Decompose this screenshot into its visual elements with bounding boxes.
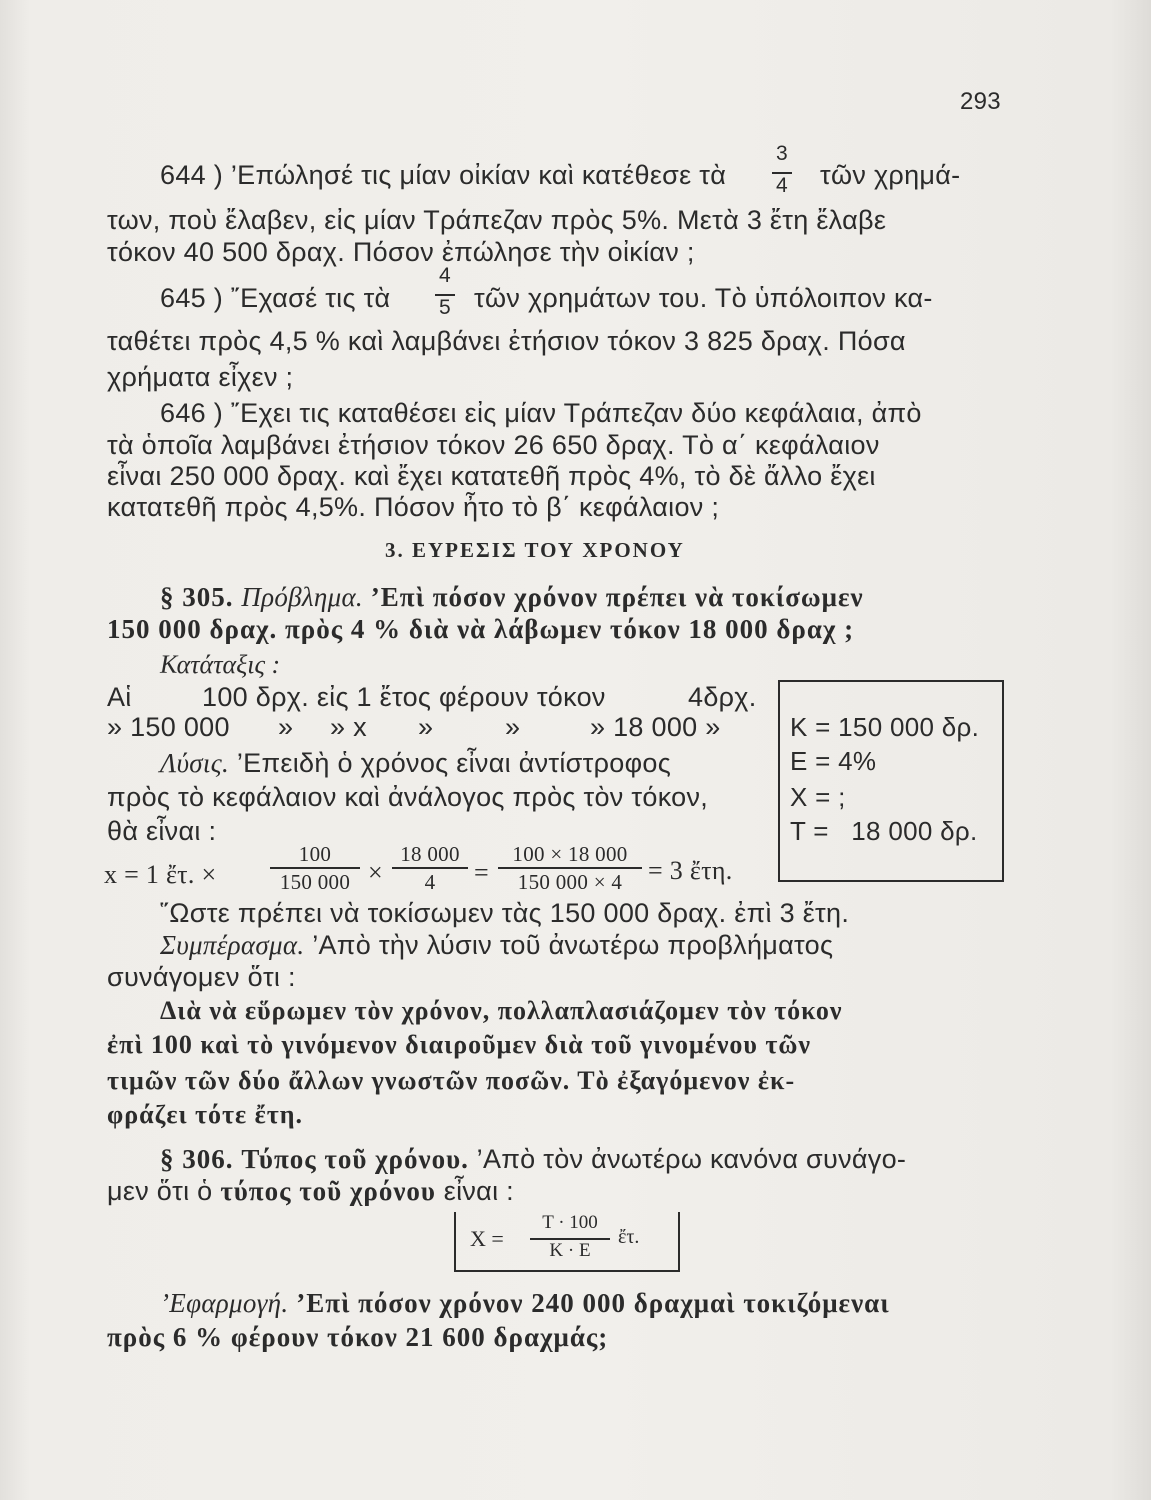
application-line2: πρὸς 6 % φέρουν τόκον 21 600 δραχμάς; [107,1322,609,1352]
section-heading: 3. ΕΥΡΕΣΙΣ ΤΟΥ ΧΡΟΝΟΥ [385,538,685,562]
ex645-text-b: τῶν χρημάτων του. Τὸ ὑπόλοιπον κα- [474,283,933,313]
ex645-line2: ταθέτει πρὸς 4,5 % καὶ λαμβάνει ἐτήσιον τόκον 3 825 δραχ. Πόσα [107,326,906,356]
rule-line4: φράζει τότε ἔτη. [107,1100,303,1129]
givens-t: Τ = 18 000 δρ. [790,816,978,846]
lysis-text-a: ’Επειδὴ ὁ χρόνος εἶναι ἀντίστροφος [236,748,672,778]
symp-text-a: ’Απὸ τὴν λύσιν τοῦ ἀνωτέρω προβλήματος [312,930,834,960]
s305-line1 [160,582,864,613]
formula-f2-num: 18 000 [400,842,460,866]
rule-line3: τιμῶν τῶν δύο ἄλλων γνωστῶν ποσῶν. Τὸ ἐξαγόμενον ἐκ- [107,1066,796,1095]
arr-row2-col3: » x [330,712,367,742]
arr-row2-col5: » [505,712,521,742]
ex644-line2: των, ποὺ ἔλαβεν, εἰς μίαν Τράπεζαν πρὸς 5%. Μετὰ 3 ἔτη ἔλαβε [107,205,887,235]
ex644-frac-den: 4 [776,174,788,197]
s306-title: Τύπος τοῦ χρόνου. [241,1144,469,1174]
lysis-label: Λύσις. [160,748,230,778]
arr-row2-col6: » 18 000 » [590,712,721,742]
time-formula-num: Τ · 100 [542,1212,598,1233]
ex645-frac-num: 4 [439,264,451,287]
ex646-line3: εἶναι 250 000 δραχ. καὶ ἔχει κατατεθῆ πρὸς 4%, τὸ δὲ ἄλλο ἔχει [107,461,876,491]
arr-row2-col4: » [418,712,434,742]
formula-result: = 3 ἔτη. [648,856,733,885]
ex644-frac-num: 3 [776,142,788,165]
ex646-line4: κατατεθῆ πρὸς 4,5%. Πόσον ἦτο τὸ β΄ κεφάλαιον ; [107,492,720,522]
s306-text-c: εἶναι : [443,1176,514,1206]
arr-row1-col2: 100 δρχ. εἰς 1 ἔτος φέρουν τόκον [202,682,606,712]
ex645-line3: χρήματα εἶχεν ; [107,362,294,392]
s306-text-a: ’Απὸ τὸν ἀνωτέρω κανόνα συνάγο- [476,1144,907,1174]
lysis-line3: θὰ εἶναι : [107,816,217,846]
ex646-line1: 646 ) ῎Εχει τις καταθέσει εἰς μίαν Τράπεζαν δύο κεφάλαια, ἀπὸ [160,398,922,428]
time-formula-lhs: Χ = [470,1226,504,1251]
ex645-frac-den: 5 [439,296,451,319]
ex644-line3: τόκον 40 500 δραχ. Πόσον ἐπώλησε τὴν οἰκίαν ; [107,237,695,267]
givens-e: Ε = 4% [790,746,877,776]
ex644-text-b: τῶν χρημά- [820,160,961,190]
page-number: 293 [960,88,1001,115]
arr-row2-col1: » 150 000 [107,712,230,742]
s306-text-b: μεν ὅτι ὁ [107,1176,213,1206]
formula-f3-num: 100 × 18 000 [512,842,628,866]
formula-f3-bar [498,867,642,869]
lysis-line2: πρὸς τὸ κεφάλαιον καὶ ἀνάλογος πρὸς τὸν τόκον, [107,782,709,812]
arr-row1-col3: 4δρχ. [688,682,757,712]
formula-eq: = [474,858,489,887]
formula-f1-num: 100 [298,842,332,866]
application-text-a: ’Επὶ πόσον χρόνον 240 000 δραχμαὶ τοκιζόμεναι [296,1288,890,1318]
s305-label: Πρόβλημα. [241,582,363,612]
s305-question-b: 150 000 δραχ. πρὸς 4 % διὰ νὰ λάβωμεν τόκον 18 000 δραχ ; [107,614,855,644]
application-line1 [160,1288,890,1319]
formula-f1-bar [270,867,360,869]
s305-number: § 305. [160,582,234,612]
formula-f2-den: 4 [424,870,436,894]
s306-bold-term: τύπος τοῦ χρόνου [220,1176,436,1206]
symp-line1 [160,930,833,961]
s306-line1 [160,1144,906,1175]
symp-label: Συμπέρασμα. [160,930,305,960]
formula-f1-den: 150 000 [279,870,351,894]
givens-box [778,680,1004,882]
ex646-line2: τὰ ὁποῖα λαμβάνει ἐτήσιον τόκον 26 650 δραχ. Τὸ α΄ κεφάλαιον [107,430,880,460]
s306-number: § 306. [160,1144,234,1174]
formula-times: × [368,858,383,887]
symp-line2: συνάγομεν ὅτι : [107,962,296,992]
time-formula-unit: ἔτ. [618,1226,640,1248]
lysis-line1 [160,748,671,779]
formula-f3-den: 150 000 × 4 [517,870,623,894]
conclusion: ῞Ωστε πρέπει νὰ τοκίσωμεν τὰς 150 000 δραχ. ἐπὶ 3 ἔτη. [160,898,850,928]
formula-f2-bar [392,867,468,869]
ex645-text-a: 645 ) ῎Εχασέ τις τὰ [160,283,391,313]
arr-row2-col2: » [278,712,294,742]
ex644-text-a: 644 ) ’Επώλησέ τις μίαν οἰκίαν καὶ κατέθεσε τὰ [160,160,727,190]
application-label: ’Εφαρμογή. [160,1288,289,1318]
formula-lhs: x = 1 ἔτ. × [104,860,217,889]
rule-line2: ἐπὶ 100 καὶ τὸ γινόμενον διαιροῦμεν διὰ τοῦ γινομένου τῶν [107,1030,812,1059]
katataxis-label: Κατάταξις : [160,650,281,679]
s306-line2 [107,1176,514,1207]
rule-line1: Διὰ νὰ εὕρωμεν τὸν χρόνον, πολλαπλασιάζομεν τὸν τόκον [160,996,843,1025]
ex644-line1 [160,160,726,191]
givens-x: Χ = ; [790,782,846,812]
s305-question-a: ’Επὶ πόσον χρόνον πρέπει νὰ τοκίσωμεν [370,582,864,612]
givens-k: Κ = 150 000 δρ. [790,712,980,742]
time-formula-den: Κ · Ε [549,1240,591,1261]
arr-row1-col1: Αἱ [107,682,132,712]
